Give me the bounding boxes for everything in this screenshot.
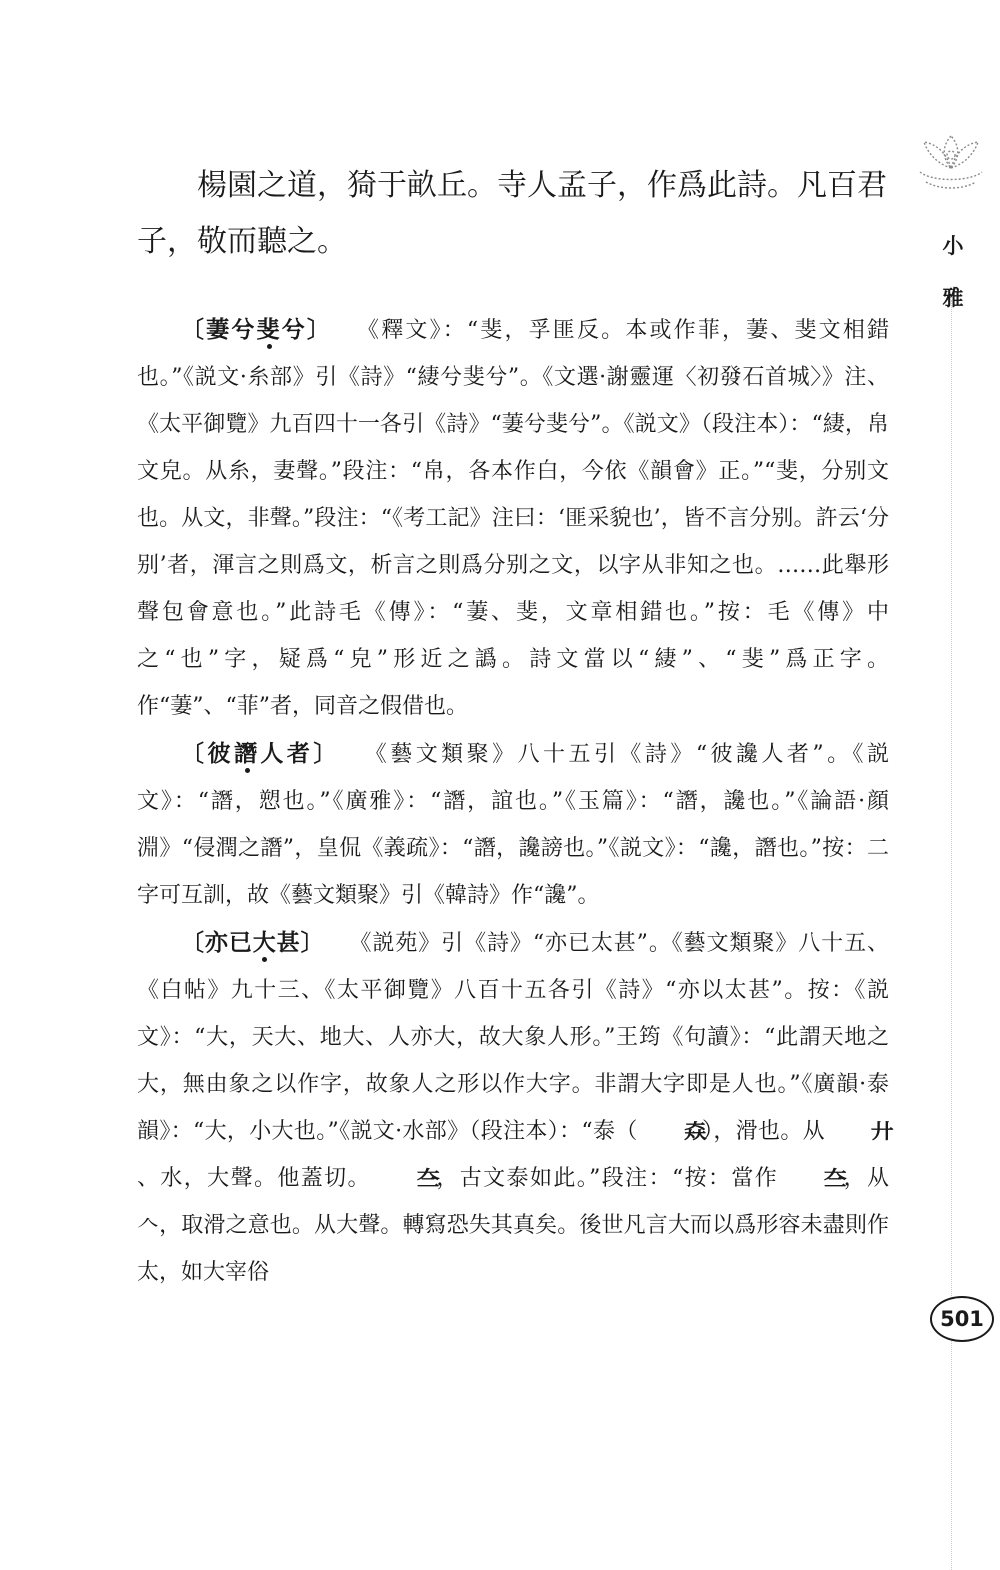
note-body: 《藝文類聚》八十五引《詩》“彼讒人者”。《説文》：“譖，愬也。”《廣雅》：“譖，誼也。”《玉篇》：“譖，讒也。”《論語·顔淵》“侵潤之譖”，皇侃《義疏》：“譖，讒謗也。”《説文》：“讒，譖也。”按：二字可互訓，故《藝文類聚》引《韓詩》作“讒”。: [137, 742, 890, 908]
poem-stanza: 楊園之道，猗于畝丘。寺人孟子，作爲此詩。凡百君子，敬而聽之。: [137, 168, 887, 259]
note-paragraph: [137, 306, 889, 730]
seal-script-glyph: 夳: [416, 1166, 440, 1190]
section-title-char: 小: [942, 234, 964, 258]
section-title: [938, 220, 968, 324]
note-heading: 〔亦已大甚〕: [181, 929, 325, 956]
note-heading: 〔彼譖人者〕: [181, 740, 340, 767]
note-body: ，古文泰如此。”段注：“按：當作: [434, 1166, 779, 1191]
margin-divider: [951, 300, 952, 1570]
note-body: ），滑也。从: [701, 1119, 825, 1144]
lotus-ornament-icon: [912, 128, 990, 198]
seal-script-glyph: 𡘙: [683, 1119, 707, 1143]
seal-script-glyph: 夳: [823, 1166, 847, 1190]
note-paragraph: [137, 919, 894, 1296]
note-paragraph: [137, 730, 889, 919]
note-body: 、水，大聲。他蓋切。: [137, 1166, 371, 1191]
note-body: 《釋文》：“斐，孚匪反。本或作菲，萋、斐文相錯也。”《説文·糸部》引《詩》“緀兮斐兮”。《文選·謝靈運〈初發石首城〉》注、《太平御覽》九百四十一各引《詩》“萋兮斐兮”。《説文》（段注本）：“緀，帛文皃。从糸，妻聲。”段注：“帛，各本作白，今依《韻會》正。”“斐，分别文也。从文，非聲。”段注：“《考工記》注曰：‘匪采貌也’，皆不言分别。許云‘分别’者，渾言之則爲文，析言之則爲分别之文，以字从非知之也。……此舉形聲包會意也。”此詩毛《傳》：“萋、斐，文章相錯也。”按：毛《傳》中之“也”字，疑爲“皃”形近之譌。詩文當以“緀”、“斐”爲正字。作“萋”、“菲”者，同音之假借也。: [137, 318, 890, 719]
note-body: ，从𠆢，取滑之意也。从大聲。轉寫恐失其真矣。後世凡言大而以爲形容未盡則作太，如大宰俗: [137, 1166, 889, 1285]
note-heading: 〔萋兮斐兮〕: [181, 316, 333, 343]
note-body: 《説苑》引《詩》“亦已太甚”。《藝文類聚》八十五、《白帖》九十三、《太平御覽》八百十五各引《詩》“亦以太甚”。按：《説文》：“大，天大、地大、人亦大，故大象人形。”王筠《句讀》：“此謂天地之大，無由象之以作字，故象人之形以作大字。非謂大字即是人也。”《廣韻·泰韻》：“大，小大也。”《説文·水部》（段注本）：“泰（: [137, 931, 890, 1144]
commentary-section: [137, 306, 894, 1296]
seal-script-glyph: 廾: [870, 1119, 894, 1143]
page-number: 501: [930, 1296, 994, 1342]
section-title-char: 雅: [942, 286, 964, 310]
